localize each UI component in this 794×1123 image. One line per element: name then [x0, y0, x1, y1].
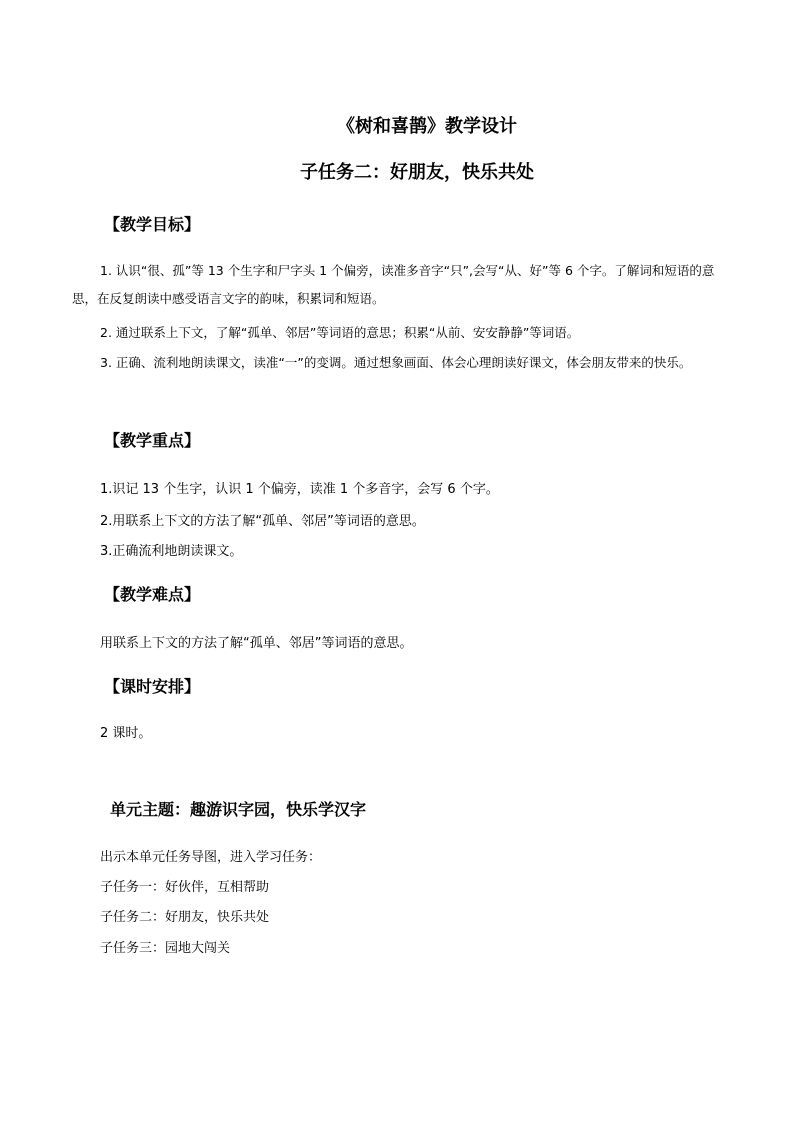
difficulties-heading: 【教学难点】 — [104, 585, 201, 604]
objectives-heading: 【教学目标】 — [104, 215, 201, 234]
key-point-item-2: 2.用联系上下文的方法了解“孤单、邻居”等词语的意思。 — [100, 514, 425, 529]
objective-item-1: 1. 认识“很、孤”等 13 个生字和尸字头 1 个偏旁，读准多音字“只”,会写“从、好”等 6 个字。了解词和短语的意思，在反复朗读中感受语言文字的韵味，积累词和短语。 — [72, 263, 715, 306]
unit-intro: 出示本单元任务导图，进入学习任务： — [100, 850, 322, 865]
unit-theme: 单元主题：趣游识字园，快乐学汉字 — [110, 800, 367, 819]
schedule-heading: 【课时安排】 — [104, 677, 201, 696]
key-points-heading: 【教学重点】 — [104, 431, 201, 450]
unit-task-3: 子任务三：园地大闯关 — [100, 941, 231, 956]
difficulties-text: 用联系上下文的方法了解“孤单、邻居”等词语的意思。 — [100, 636, 413, 651]
unit-task-2: 子任务二：好朋友，快乐共处 — [100, 910, 270, 925]
key-point-item-3: 3.正确流利地朗读课文。 — [100, 544, 243, 559]
key-point-item-1: 1.识记 13 个生字，认识 1 个偏旁，读准 1 个多音字，会写 6 个字。 — [100, 482, 499, 497]
document-subtitle: 子任务二：好朋友，快乐共处 — [300, 162, 534, 183]
unit-task-1: 子任务一：好伙伴，互相帮助 — [100, 880, 270, 895]
objective-item-2: 2. 通过联系上下文，了解“孤单、邻居”等词语的意思；积累“从前、安安静静”等词语。 — [100, 325, 580, 340]
document-title: 《树和喜鹊》教学设计 — [337, 116, 517, 137]
objective-item-3: 3. 正确、流利地朗读课文，读准“一”的变调。通过想象画面、体会心理朗读好课文，体会朋友带来的快乐。 — [100, 355, 692, 370]
schedule-text: 2 课时。 — [100, 726, 152, 741]
